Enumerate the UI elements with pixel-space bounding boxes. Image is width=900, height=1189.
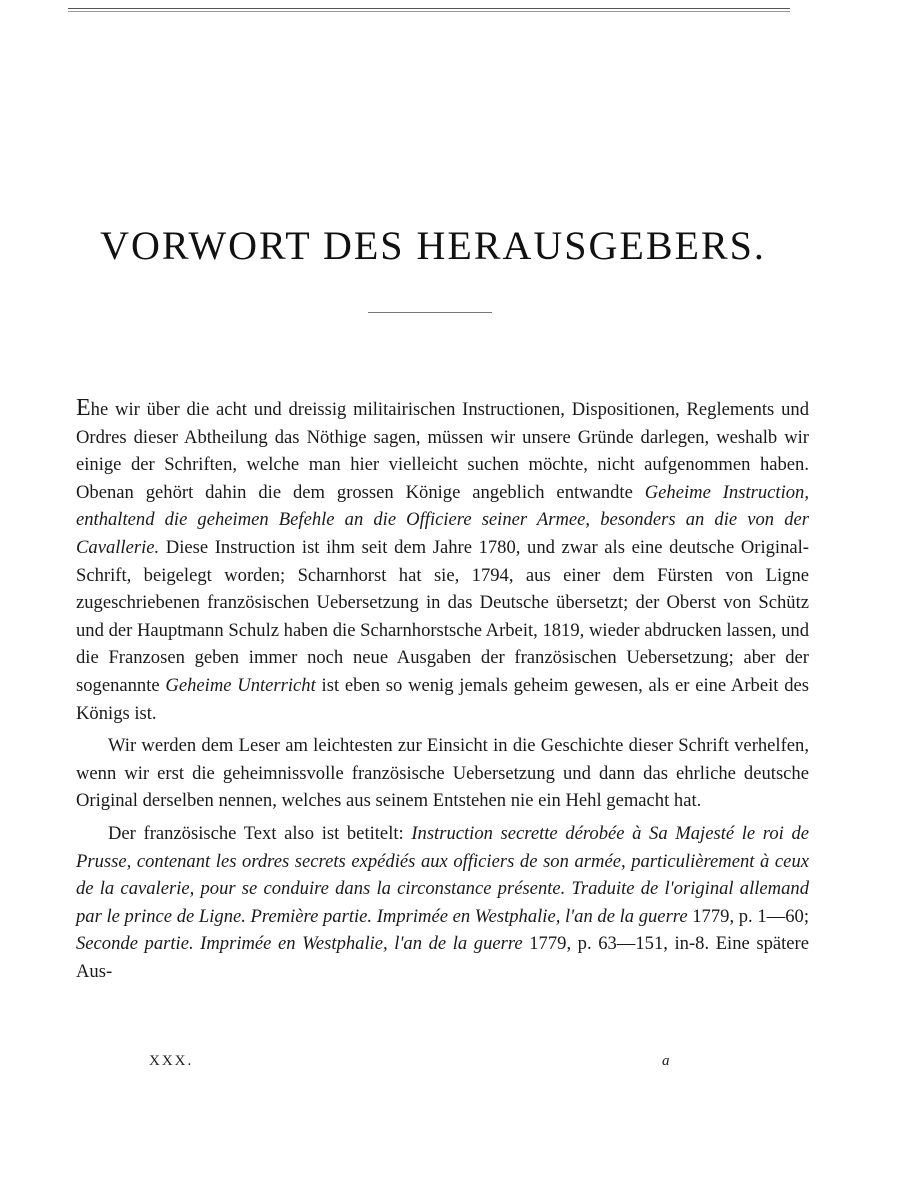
initial-letter: E: [76, 395, 91, 421]
text-run: he wir über die acht und dreissig militairischen Instructionen, Dispositionen, Reglements und Ordres dieser Abtheilung das Nöthige sagen, müssen wir unsere Gründe darlegen, weshalb wir einige der Schriften, welche man hier vielleicht suchen möchte, nicht aufgenommen haben. Obenan gehört dahin die dem grossen Könige angeblich entwandte: [76, 399, 809, 503]
italic-title-run: Seconde partie. Imprimée en Westphalie, l'an de la guerre: [76, 933, 523, 955]
text-run: 1779, p. 63—151, in-8. Eine spätere Aus-: [76, 933, 809, 982]
top-rule: [68, 8, 790, 12]
text-run: Diese Instruction ist ihm seit dem Jahre 1780, und zwar als eine deutsche Original-Schrift, beigelegt worden; Scharnhorst hat sie, 1794, aus einer dem Fürsten von Ligne zugeschriebenen französischen Uebersetzung in das Deutsche übersetzt; der Oberst von Schütz und der Hauptmann Schulz haben die Scharnhorstsche Arbeit, 1819, wieder abdrucken lassen, und die Franzosen geben immer noch neue Ausgaben der französischen Uebersetzung; aber der sogenannte: [76, 536, 809, 696]
title-divider: [368, 312, 492, 313]
text-run: ist eben so wenig jemals geheim gewesen, als er eine Arbeit des Königs ist.: [76, 674, 809, 724]
body-text: [76, 396, 809, 990]
page-title: VORWORT DES HERAUSGEBERS.: [100, 223, 766, 268]
italic-title-run: Geheime Instruction, enthaltend die geheimen Befehle an die Officiere seiner Armee, besonders an die von der Cavallerie.: [76, 481, 809, 558]
text-run: Der französische Text also ist betitelt:: [108, 822, 412, 844]
italic-title-run: Geheime Unterricht: [165, 674, 316, 696]
paragraph-3: [76, 820, 809, 986]
text-run: 1779, p. 1—60;: [687, 905, 809, 927]
paragraph-1: [76, 396, 809, 727]
italic-title-run: Instruction secrette dérobée à Sa Majesté le roi de Prusse, contenant les ordres secrets expédiés aux officiers de son armée, particulièrement à ceux de la cavalerie, pour se conduire dans la circonstance présente. Traduite de l'original allemand par le prince de Ligne. Première partie. Imprimée en Westphalie, l'an de la guerre: [76, 822, 809, 927]
sheet-marker: a: [662, 1053, 670, 1069]
page-signature: XXX.: [149, 1053, 194, 1069]
paragraph-2: Wir werden dem Leser am leichtesten zur Einsicht in die Geschichte dieser Schrift verhelfen, wenn wir erst die geheimnissvolle französische Uebersetzung und dann das ehrliche deutsche Original derselben nennen, welches aus seinem Entstehen nie ein Hehl gemacht hat.: [76, 735, 809, 812]
